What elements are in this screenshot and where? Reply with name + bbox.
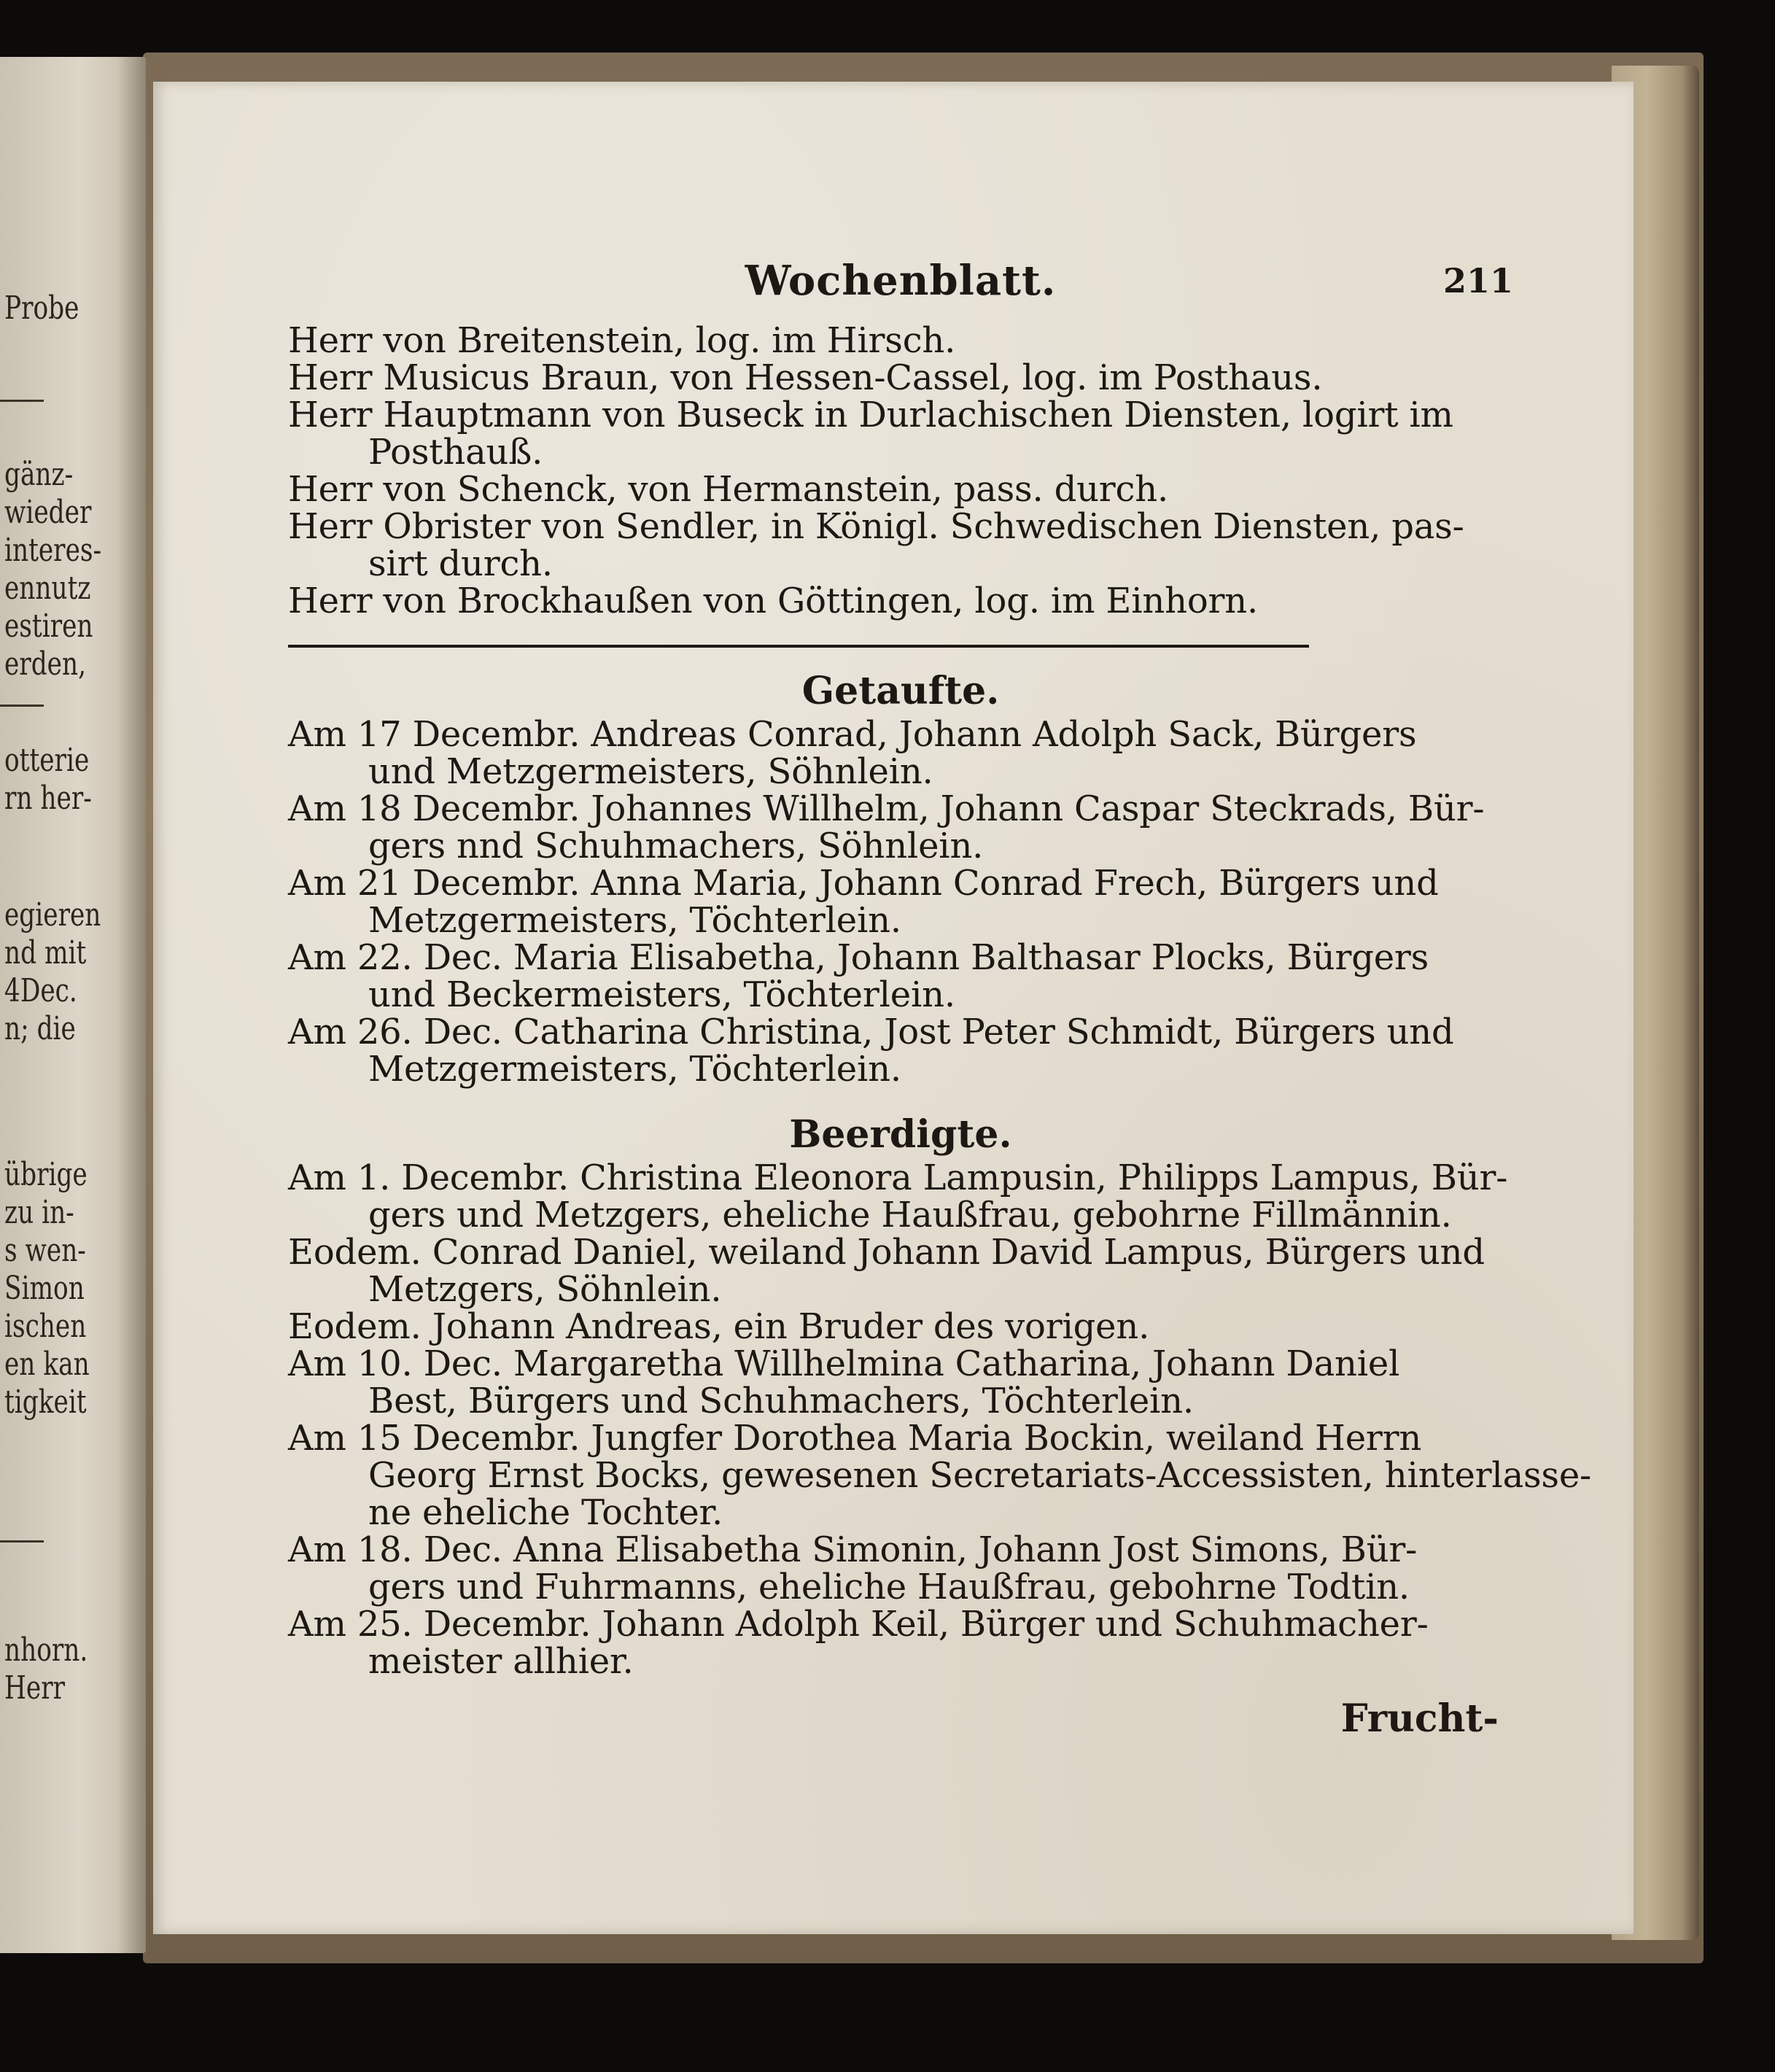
arrival-line: sirt durch.	[368, 543, 553, 584]
left-fragment: rn her-	[4, 780, 92, 817]
left-fragment: estiren	[4, 608, 93, 645]
baptized-heading: Getaufte.	[801, 669, 1000, 713]
left-fragment: nd mit	[4, 934, 87, 971]
running-header	[288, 242, 1513, 322]
left-fragment: interes-	[4, 532, 102, 569]
left-fragment: Herr	[4, 1669, 66, 1707]
baptism-entry: Metzgermeisters, Töchterlein.	[368, 900, 901, 941]
baptism-entry: Am 21 Decembr. Anna Maria, Johann Conrad Frech, Bürgers und	[288, 863, 1439, 904]
burial-entry: Am 25. Decembr. Johann Adolph Keil, Bürger und Schuhmacher-	[288, 1604, 1429, 1645]
arrival-line: Herr von Breitenstein, log. im Hirsch.	[288, 320, 956, 361]
left-fragment: Probe	[4, 290, 79, 327]
left-fragment: Simon	[4, 1270, 85, 1307]
left-fragment: erden,	[4, 645, 87, 683]
burial-entry: Am 1. Decembr. Christina Eleonora Lampusin, Philipps Lampus, Bür-	[288, 1157, 1508, 1198]
baptism-entry: Am 18 Decembr. Johannes Willhelm, Johann Caspar Steckrads, Bür-	[288, 788, 1485, 829]
left-fragment: übrige	[4, 1156, 88, 1193]
baptism-entry: Am 26. Dec. Catharina Christina, Jost Peter Schmidt, Bürgers und	[288, 1012, 1454, 1052]
baptism-entry: gers nnd Schuhmachers, Söhnlein.	[368, 826, 984, 866]
baptism-entry: Am 22. Dec. Maria Elisabetha, Johann Balthasar Plocks, Bürgers	[288, 937, 1429, 978]
left-fragment: tigkeit	[4, 1384, 87, 1421]
left-fragment: n; die	[4, 1010, 76, 1047]
arrivals-list	[288, 322, 1513, 620]
catchword: Frucht-	[1340, 1696, 1499, 1741]
left-fragment: otterie	[4, 742, 90, 779]
baptism-entry: Metzgermeisters, Töchterlein.	[368, 1049, 901, 1090]
arrival-line: Herr Obrister von Sendler, in Königl. Schwedischen Diensten, pas-	[288, 506, 1464, 547]
burial-entry: Georg Ernst Bocks, gewesenen Secretariats-Accessisten, hinterlasse-	[368, 1455, 1592, 1496]
page-title: Wochenblatt.	[745, 257, 1057, 305]
arrival-line: Herr von Schenck, von Hermanstein, pass. durch.	[288, 469, 1169, 510]
left-fragment: nhorn.	[4, 1631, 88, 1669]
arrival-line: Herr von Brockhaußen von Göttingen, log. im Einhorn.	[288, 581, 1259, 621]
burial-entry: Eodem. Johann Andreas, ein Bruder des vorigen.	[288, 1306, 1150, 1347]
left-rule	[0, 705, 44, 707]
left-fragment: 4Dec.	[4, 972, 77, 1009]
arrival-line: Posthauß.	[368, 432, 543, 473]
burial-entry: ne eheliche Tochter.	[368, 1492, 723, 1533]
burial-entry: gers und Fuhrmanns, eheliche Haußfrau, gebohrne Todtin.	[368, 1567, 1410, 1607]
baptism-entry: und Metzgermeisters, Söhnlein.	[368, 751, 933, 792]
burial-entry: gers und Metzgers, eheliche Haußfrau, gebohrne Fillmännin.	[368, 1195, 1452, 1235]
left-fragment: ennutz	[4, 570, 91, 607]
burial-entry: meister allhier.	[368, 1641, 634, 1682]
section-divider	[288, 645, 1309, 648]
baptized-list	[288, 716, 1513, 1088]
left-page	[0, 57, 146, 1953]
burial-entry: Am 10. Dec. Margaretha Willhelmina Catharina, Johann Daniel	[288, 1343, 1400, 1384]
burial-entry: Best, Bürgers und Schuhmachers, Töchterlein.	[368, 1381, 1194, 1421]
left-fragment: en kan	[4, 1346, 90, 1383]
page-text	[288, 242, 1592, 1741]
right-page	[153, 82, 1634, 1934]
left-fragment: s wen-	[4, 1232, 86, 1269]
arrival-line: Herr Hauptmann von Buseck in Durlachischen Diensten, logirt im	[288, 395, 1453, 435]
burial-entry: Am 18. Dec. Anna Elisabetha Simonin, Johann Jost Simons, Bür-	[288, 1529, 1418, 1570]
burial-entry: Metzgers, Söhnlein.	[368, 1269, 722, 1310]
burial-entry: Eodem. Conrad Daniel, weiland Johann David Lampus, Bürgers und	[288, 1232, 1485, 1273]
left-fragment: gänz-	[4, 456, 74, 493]
buried-heading: Beerdigte.	[789, 1112, 1012, 1157]
page-number: 211	[1442, 261, 1513, 300]
left-fragment: zu in-	[4, 1194, 74, 1231]
left-fragment: egieren	[4, 896, 101, 934]
baptism-entry: und Beckermeisters, Töchterlein.	[368, 974, 955, 1015]
burial-entry: Am 15 Decembr. Jungfer Dorothea Maria Bockin, weiland Herrn	[288, 1418, 1422, 1459]
baptism-entry: Am 17 Decembr. Andreas Conrad, Johann Adolph Sack, Bürgers	[288, 714, 1417, 755]
left-rule	[0, 1540, 44, 1543]
left-fragment: wieder	[4, 494, 92, 531]
left-rule	[0, 400, 44, 402]
left-fragment: ischen	[4, 1308, 87, 1345]
arrival-line: Herr Musicus Braun, von Hessen-Cassel, log. im Posthaus.	[288, 357, 1323, 398]
buried-list	[288, 1157, 1592, 1682]
